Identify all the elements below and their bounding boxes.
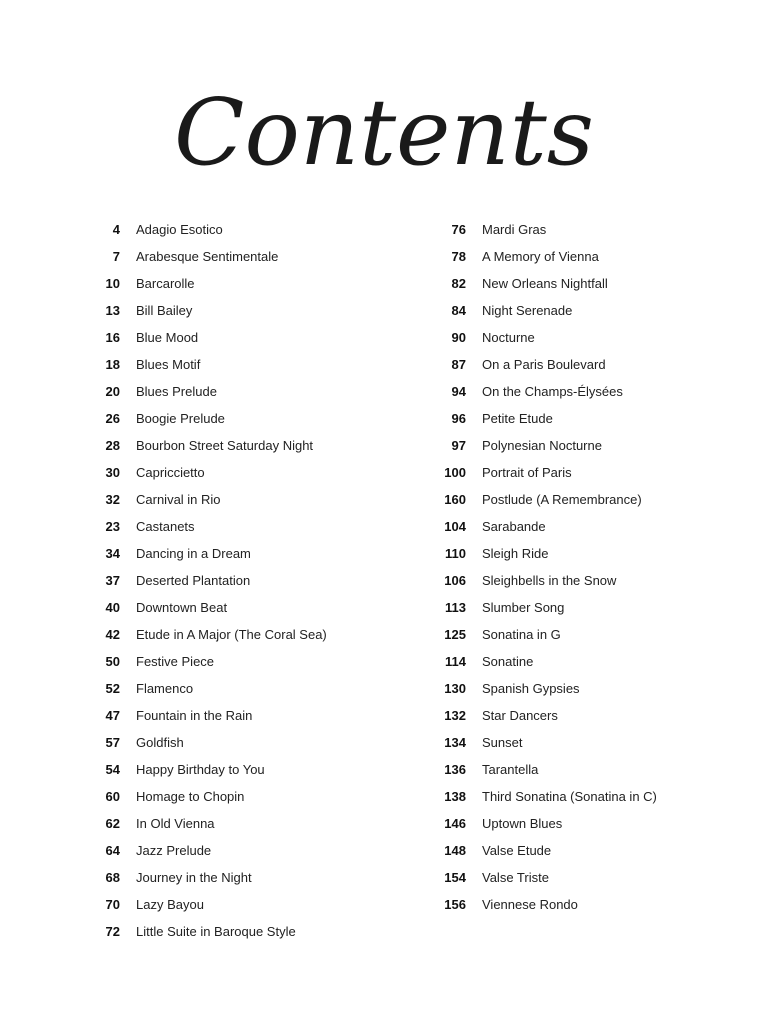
toc-entry (90, 432, 327, 459)
toc-page-number: 114 (445, 654, 466, 669)
toc-piece-title: Mardi Gras (482, 222, 547, 237)
toc-entry (435, 270, 657, 297)
toc-page-number: 57 (105, 735, 120, 750)
toc-piece-title: Blues Motif (136, 357, 201, 372)
toc-entry (435, 675, 657, 702)
toc-entry (435, 432, 657, 459)
toc-page-number: 134 (444, 735, 466, 750)
toc-column-right (435, 216, 657, 918)
toc-piece-title: Sonatina in G (482, 627, 561, 642)
toc-piece-title: Night Serenade (482, 303, 573, 318)
toc-piece-title: Barcarolle (136, 276, 195, 291)
toc-piece-title: Journey in the Night (136, 870, 252, 885)
toc-piece-title: Fountain in the Rain (136, 708, 253, 723)
toc-page-number: 10 (105, 276, 120, 291)
toc-piece-title: Capriccietto (136, 465, 205, 480)
toc-entry (90, 540, 327, 567)
toc-piece-title: Jazz Prelude (136, 843, 212, 858)
toc-entry (435, 216, 657, 243)
toc-page-number: 54 (105, 762, 120, 777)
toc-piece-title: Bourbon Street Saturday Night (136, 438, 314, 453)
toc-entry (435, 459, 657, 486)
toc-entry (435, 864, 657, 891)
toc-piece-title: Goldfish (136, 735, 184, 750)
toc-page-number: 72 (105, 924, 120, 939)
toc-entry (90, 783, 327, 810)
toc-page-number: 146 (444, 816, 466, 831)
toc-entry (90, 378, 327, 405)
toc-page-number: 42 (105, 627, 120, 642)
toc-piece-title: Petite Etude (482, 411, 553, 426)
toc-piece-title: Homage to Chopin (136, 789, 245, 804)
toc-entry (435, 567, 657, 594)
toc-page-number: 154 (444, 870, 466, 885)
toc-page-number: 34 (105, 546, 120, 561)
toc-entry (435, 702, 657, 729)
toc-page-number: 94 (451, 384, 466, 399)
toc-entry (90, 297, 327, 324)
toc-piece-title: Dancing in a Dream (136, 546, 251, 561)
toc-piece-title: Flamenco (136, 681, 194, 696)
toc-page-number: 136 (444, 762, 466, 777)
toc-entry (90, 216, 327, 243)
toc-entry (90, 567, 327, 594)
toc-piece-title: Viennese Rondo (482, 897, 578, 912)
toc-piece-title: On the Champs-Élysées (482, 384, 623, 399)
toc-page-number: 82 (451, 276, 466, 291)
toc-entry (90, 351, 327, 378)
toc-page-number: 4 (112, 222, 120, 237)
toc-entry (435, 729, 657, 756)
toc-piece-title: Downtown Beat (136, 600, 228, 615)
toc-entry (90, 513, 327, 540)
page-title: Contents (174, 79, 594, 186)
toc-page-number: 100 (444, 465, 466, 480)
toc-piece-title: New Orleans Nightfall (482, 276, 608, 291)
toc-page-number: 20 (105, 384, 120, 399)
toc-piece-title: On a Paris Boulevard (482, 357, 606, 372)
toc-piece-title: Happy Birthday to You (136, 762, 265, 777)
toc-entry (435, 621, 657, 648)
toc-page-number: 90 (451, 330, 466, 345)
toc-entry (90, 918, 327, 945)
toc-entry (435, 540, 657, 567)
toc-piece-title: Tarantella (482, 762, 539, 777)
toc-page-number: 26 (105, 411, 120, 426)
toc-entry (435, 324, 657, 351)
toc-piece-title: Sunset (482, 735, 523, 750)
toc-piece-title: Little Suite in Baroque Style (136, 924, 296, 939)
toc-entry (435, 810, 657, 837)
toc-piece-title: Third Sonatina (Sonatina in C) (482, 789, 657, 804)
toc-entry (435, 837, 657, 864)
toc-entry (90, 810, 327, 837)
toc-page-number: 84 (451, 303, 466, 318)
toc-page-number: 78 (451, 249, 466, 264)
toc-page-number: 87 (451, 357, 466, 372)
toc-piece-title: Uptown Blues (482, 816, 563, 831)
toc-entry (435, 594, 657, 621)
toc-page-number: 76 (451, 222, 466, 237)
toc-page-number: 70 (105, 897, 120, 912)
toc-piece-title: A Memory of Vienna (482, 249, 599, 264)
page-title-graphic (0, 70, 768, 190)
toc-page-number: 50 (105, 654, 120, 669)
toc-entry (90, 729, 327, 756)
toc-entry (435, 486, 657, 513)
page-title-container (0, 70, 768, 190)
toc-page-number: 60 (105, 789, 120, 804)
toc-piece-title: Star Dancers (482, 708, 558, 723)
toc-piece-title: Adagio Esotico (136, 222, 223, 237)
toc-piece-title: Blues Prelude (136, 384, 217, 399)
toc-entry (90, 675, 327, 702)
toc-piece-title: Postlude (A Remembrance) (482, 492, 642, 507)
toc-page-number: 30 (105, 465, 120, 480)
toc-entry (90, 486, 327, 513)
toc-entry (435, 756, 657, 783)
toc-piece-title: Portrait of Paris (482, 465, 572, 480)
toc-piece-title: Nocturne (482, 330, 535, 345)
toc-page-number: 132 (444, 708, 466, 723)
toc-page-number: 125 (444, 627, 466, 642)
toc-entry (435, 297, 657, 324)
toc-page-number: 64 (105, 843, 120, 858)
toc-page-number: 18 (105, 357, 120, 372)
toc-entry (435, 513, 657, 540)
toc-entry (435, 405, 657, 432)
toc-piece-title: Sarabande (482, 519, 546, 534)
toc-entry (90, 621, 327, 648)
toc-piece-title: Slumber Song (482, 600, 565, 615)
toc-piece-title: Etude in A Major (The Coral Sea) (136, 627, 327, 642)
toc-page-number: 47 (105, 708, 120, 723)
toc-page-number: 28 (105, 438, 120, 453)
toc-page-number: 7 (112, 249, 120, 264)
toc-page-number: 148 (444, 843, 466, 858)
toc-page-number: 16 (105, 330, 120, 345)
toc-entry (435, 648, 657, 675)
toc-page-number: 138 (444, 789, 466, 804)
toc-piece-title: In Old Vienna (136, 816, 215, 831)
toc-page-number: 106 (444, 573, 466, 588)
toc-piece-title: Valse Triste (482, 870, 549, 885)
toc-page-number: 130 (444, 681, 466, 696)
toc-entry (90, 594, 327, 621)
toc-entry (90, 459, 327, 486)
toc-page-number: 156 (444, 897, 466, 912)
toc-page-number: 62 (105, 816, 120, 831)
toc-piece-title: Festive Piece (136, 654, 215, 669)
toc-page-number: 68 (105, 870, 120, 885)
toc-entry (90, 702, 327, 729)
toc-column-left (90, 216, 327, 945)
toc-page-number: 113 (445, 600, 466, 615)
toc-page-number: 37 (105, 573, 120, 588)
toc-piece-title: Sleigh Ride (482, 546, 549, 561)
toc-entry (435, 243, 657, 270)
toc-piece-title: Bill Bailey (136, 303, 193, 318)
toc-piece-title: Deserted Plantation (136, 573, 251, 588)
toc-entry (90, 648, 327, 675)
toc-page-number: 13 (105, 303, 120, 318)
toc-piece-title: Sonatine (482, 654, 534, 669)
toc-piece-title: Polynesian Nocturne (482, 438, 602, 453)
toc-page-number: 97 (451, 438, 466, 453)
toc-piece-title: Lazy Bayou (136, 897, 204, 912)
toc-page-number: 32 (105, 492, 120, 507)
toc-entry (90, 270, 327, 297)
toc-piece-title: Spanish Gypsies (482, 681, 580, 696)
toc-page-number: 110 (445, 546, 466, 561)
toc-piece-title: Boogie Prelude (136, 411, 225, 426)
toc-entry (435, 783, 657, 810)
toc-piece-title: Castanets (136, 519, 195, 534)
toc-piece-title: Sleighbells in the Snow (482, 573, 617, 588)
toc-page-number: 160 (444, 492, 466, 507)
toc-page-number: 23 (105, 519, 120, 534)
toc-entry (435, 351, 657, 378)
toc-entry (90, 243, 327, 270)
toc-piece-title: Carnival in Rio (136, 492, 221, 507)
toc-page-number: 96 (451, 411, 466, 426)
toc-entry (90, 864, 327, 891)
toc-piece-title: Arabesque Sentimentale (136, 249, 279, 264)
toc-entry (435, 891, 657, 918)
toc-entry (90, 891, 327, 918)
toc-entry (90, 756, 327, 783)
toc-page-number: 104 (444, 519, 466, 534)
toc-page-number: 40 (105, 600, 120, 615)
toc-entry (90, 405, 327, 432)
toc-entry (90, 324, 327, 351)
toc-page-number: 52 (105, 681, 120, 696)
toc-piece-title: Valse Etude (482, 843, 552, 858)
toc-piece-title: Blue Mood (136, 330, 199, 345)
toc-entry (435, 378, 657, 405)
toc-entry (90, 837, 327, 864)
